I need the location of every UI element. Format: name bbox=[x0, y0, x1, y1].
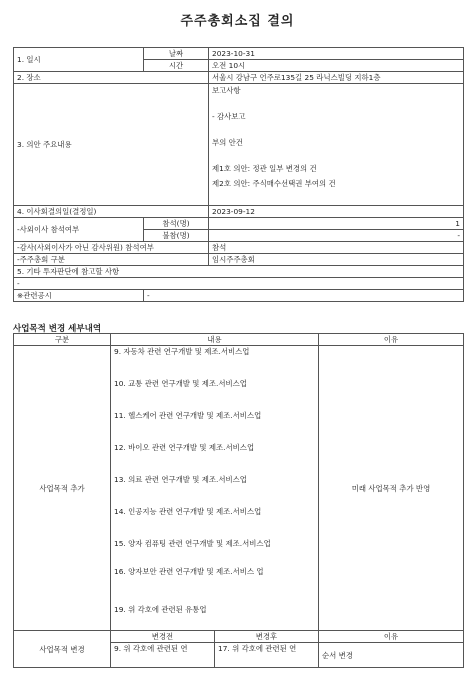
purpose-item: 11. 헬스케어 관련 연구개발 및 제조.서비스업 bbox=[114, 411, 262, 420]
item3-label: 3. 의안 주요내용 bbox=[14, 84, 209, 206]
before-value: 9. 위 각호에 관련된 연 bbox=[111, 643, 215, 668]
absent-value: - bbox=[209, 230, 464, 242]
item5-value: - bbox=[14, 278, 464, 290]
auditor-label: -감사(사외이사가 아닌 감사위원) 참석여부 bbox=[14, 242, 209, 254]
agenda-line: 부의 안건 bbox=[212, 138, 243, 147]
related-label: ※관련공시 bbox=[14, 290, 144, 302]
item5-label: 5. 기타 투자판단에 참고할 사항 bbox=[14, 266, 464, 278]
absent-label: 불참(명) bbox=[144, 230, 209, 242]
add-purpose-list bbox=[111, 346, 319, 631]
header-content: 내용 bbox=[111, 334, 319, 346]
time-label: 시간 bbox=[144, 60, 209, 72]
purpose-item: 19. 위 각호에 관련된 유통업 bbox=[114, 605, 207, 614]
agenda-line: - 감사보고 bbox=[212, 112, 246, 121]
agenda-line: 제1호 의안: 정관 일부 변경의 건 bbox=[212, 164, 317, 173]
present-label: 참석(명) bbox=[144, 218, 209, 230]
item2-label: 2. 장소 bbox=[14, 72, 209, 84]
date-label: 날짜 bbox=[144, 48, 209, 60]
header-reason: 이유 bbox=[319, 334, 464, 346]
document-title: 주주총회소집 결의 bbox=[180, 14, 295, 29]
item4-label: 4. 이사회결의일(결정일) bbox=[14, 206, 209, 218]
present-value: 1 bbox=[209, 218, 464, 230]
header-type: 구분 bbox=[14, 334, 111, 346]
change-purpose-label: 사업목적 변경 bbox=[14, 631, 111, 668]
change-reason-header: 이유 bbox=[319, 631, 464, 643]
before-header: 변경전 bbox=[111, 631, 215, 643]
add-purpose-reason: 미래 사업목적 추가 반영 bbox=[319, 346, 464, 631]
after-value: 17. 위 각호에 관련된 연 bbox=[215, 643, 319, 668]
agenda-line: 보고사항 bbox=[212, 86, 241, 95]
section-title: 사업목적 변경 세부내역 bbox=[13, 324, 102, 334]
add-purpose-label: 사업목적 추가 bbox=[14, 346, 111, 631]
purpose-item: 14. 인공지능 관련 연구개발 및 제조.서비스업 bbox=[114, 507, 262, 516]
auditor-value: 참석 bbox=[209, 242, 464, 254]
purpose-item: 12. 바이오 관련 연구개발 및 제조.서비스업 bbox=[114, 443, 255, 452]
purpose-change-table bbox=[13, 333, 464, 668]
purpose-item: 16. 양자보안 관련 연구개발 및 제조.서비스 업 bbox=[114, 567, 264, 576]
summary-table bbox=[13, 47, 464, 302]
change-reason-value: 순서 변경 bbox=[319, 643, 464, 668]
meeting-type-value: 임시주주총회 bbox=[209, 254, 464, 266]
item1-label: 1. 일시 bbox=[14, 48, 144, 72]
purpose-item: 10. 교통 관련 연구개발 및 제조.서비스업 bbox=[114, 379, 247, 388]
purpose-item: 15. 양자 컴퓨팅 관련 연구개발 및 제조.서비스업 bbox=[114, 539, 271, 548]
purpose-item: 9. 자동차 관련 연구개발 및 제조.서비스업 bbox=[114, 347, 250, 356]
date-value: 2023-10-31 bbox=[209, 48, 464, 60]
agenda-cell bbox=[209, 84, 464, 206]
place-value: 서울시 강남구 언주로135길 25 라닉스빌딩 지하1층 bbox=[209, 72, 464, 84]
outside-director-label: -사외이사 참석여부 bbox=[14, 218, 144, 242]
time-value: 오전 10시 bbox=[209, 60, 464, 72]
after-header: 변경후 bbox=[215, 631, 319, 643]
board-date-value: 2023-09-12 bbox=[209, 206, 464, 218]
related-value: - bbox=[144, 290, 464, 302]
agenda-line: 제2호 의안: 주식매수선택권 부여의 건 bbox=[212, 179, 336, 188]
meeting-type-label: -주주총회 구분 bbox=[14, 254, 209, 266]
purpose-item: 13. 의료 관련 연구개발 및 제조.서비스업 bbox=[114, 475, 247, 484]
